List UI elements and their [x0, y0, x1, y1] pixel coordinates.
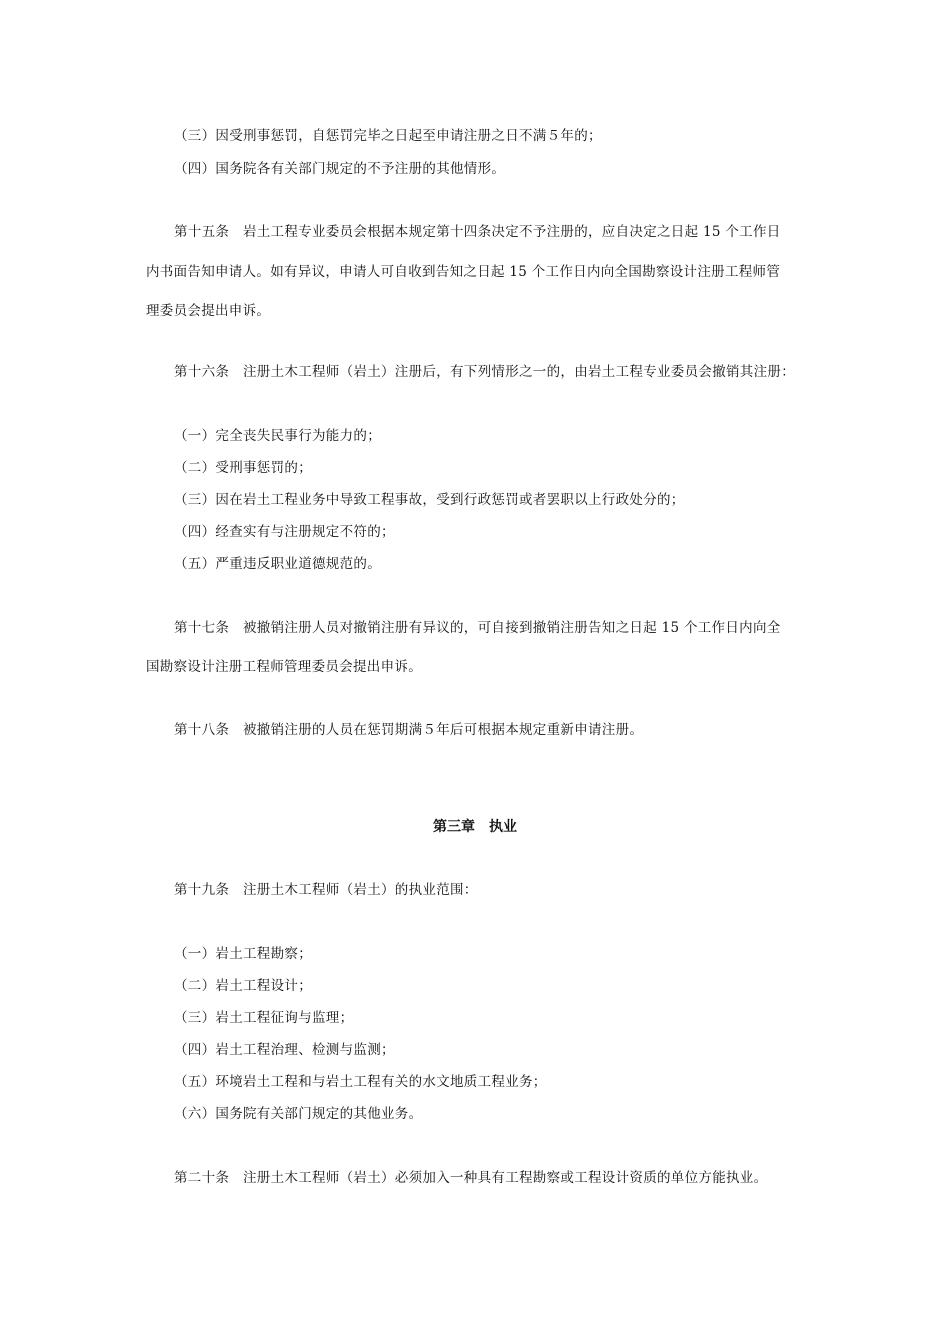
item-b-3: （三）因在岩土工程业务中导致工程事故，受到行政惩罚或者罢职以上行政处分的；	[174, 492, 685, 508]
item-b-4: （四）经查实有与注册规定不符的；	[174, 524, 395, 540]
item-b-2: （二）受刑事惩罚的；	[174, 460, 312, 476]
item-c-2: （二）岩土工程设计；	[174, 978, 312, 994]
item-c-1: （一）岩土工程勘察；	[174, 946, 312, 962]
item-c-6: （六）国务院有关部门规定的其他业务。	[174, 1106, 423, 1122]
article-19: 第十九条 注册土木工程师（岩土）的执业范围：	[174, 882, 478, 898]
item-c-5: （五）环境岩土工程和与岩土工程有关的水文地质工程业务；	[174, 1074, 547, 1090]
article-17-line-2: 国勘察设计注册工程师管理委员会提出申诉。	[146, 659, 422, 675]
item-a-4: （四）国务院各有关部门规定的不予注册的其他情形。	[174, 161, 506, 177]
article-17-line-1: 第十七条 被撤销注册人员对撤销注册有异议的，可自接到撤销注册告知之日起 15 个工作日内向全	[174, 620, 781, 636]
chapter-heading: 第三章 执业	[433, 819, 517, 835]
article-20: 第二十条 注册土木工程师（岩土）必须加入一种具有工程勘察或工程设计资质的单位方能执业。	[174, 1170, 768, 1186]
item-b-1: （一）完全丧失民事行为能力的；	[174, 428, 381, 444]
article-15-line-2: 内书面告知申请人。如有异议，申请人可自收到告知之日起 15 个工作日内向全国勘察设计注册工程师管	[146, 264, 781, 280]
article-16: 第十六条 注册土木工程师（岩土）注册后，有下列情形之一的，由岩土工程专业委员会撤销其注册：	[174, 364, 795, 380]
article-15-line-3: 理委员会提出申诉。	[146, 303, 271, 319]
item-b-5: （五）严重违反职业道德规范的。	[174, 556, 381, 572]
item-a-3: （三）因受刑事惩罚，自惩罚完毕之日起至申请注册之日不满５年的；	[174, 128, 602, 144]
item-c-3: （三）岩土工程征询与监理；	[174, 1010, 354, 1026]
item-c-4: （四）岩土工程治理、检测与监测；	[174, 1042, 395, 1058]
article-15-line-1: 第十五条 岩土工程专业委员会根据本规定第十四条决定不予注册的，应自决定之日起 15 个工作日	[174, 224, 781, 240]
article-18: 第十八条 被撤销注册的人员在惩罚期满５年后可根据本规定重新申请注册。	[174, 722, 644, 738]
